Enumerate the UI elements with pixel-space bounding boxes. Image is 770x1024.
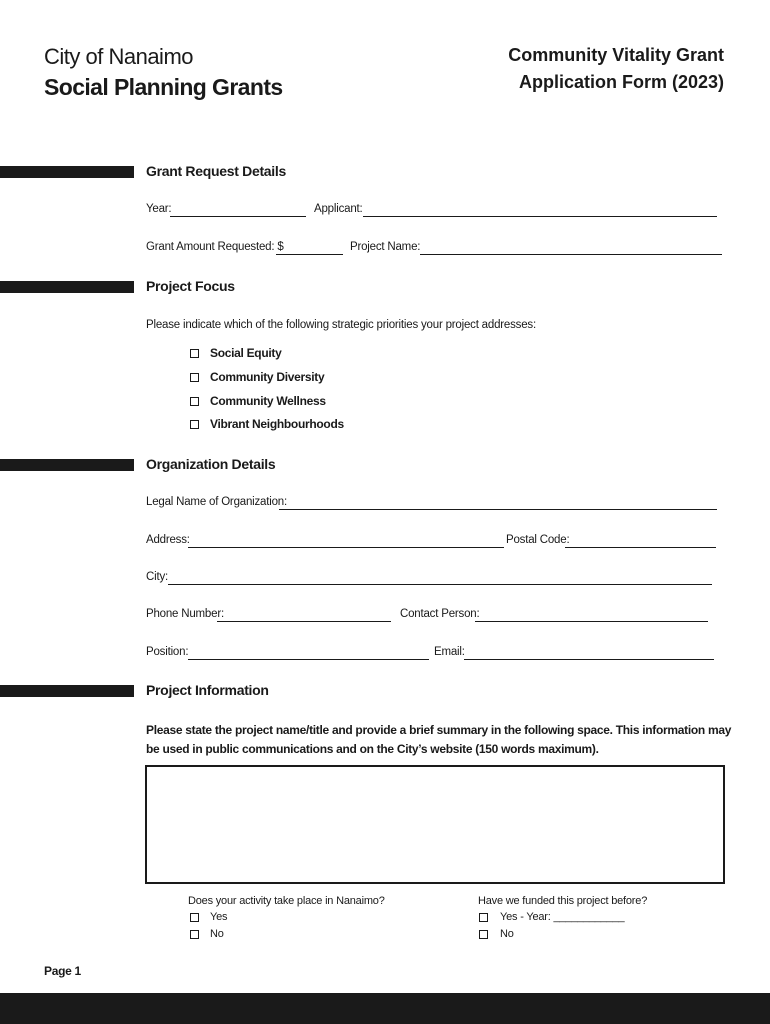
position-label: Position: [146, 646, 189, 658]
section-bar-grant [0, 166, 134, 178]
vibrant-neighbourhoods-checkbox[interactable] [190, 420, 199, 429]
postal-code-field[interactable] [565, 547, 716, 548]
summary-instruction-line1: Please state the project name/title and provide a brief summary in the following space. This information may [146, 723, 732, 737]
amount-label: Grant Amount Requested: $ [146, 241, 284, 253]
city-label: City: [146, 571, 169, 583]
community-wellness-label: Community Wellness [210, 394, 326, 408]
section-bar-project-info [0, 685, 134, 697]
address-label: Address: [146, 534, 190, 546]
social-equity-label: Social Equity [210, 346, 282, 360]
section-heading-grant: Grant Request Details [146, 163, 286, 179]
funded-no-label: No [500, 928, 514, 940]
email-field[interactable] [464, 659, 714, 660]
year-field[interactable] [170, 216, 306, 217]
nanaimo-yes-label: Yes [210, 911, 228, 923]
nanaimo-question: Does your activity take place in Nanaimo? [188, 895, 385, 907]
year-label: Year: [146, 203, 172, 215]
community-diversity-label: Community Diversity [210, 370, 325, 384]
address-field[interactable] [188, 547, 504, 548]
phone-field[interactable] [217, 621, 391, 622]
nanaimo-yes-checkbox[interactable] [190, 913, 199, 922]
section-heading-focus: Project Focus [146, 278, 235, 294]
contact-person-field[interactable] [475, 621, 708, 622]
contact-person-label: Contact Person: [400, 608, 480, 620]
form-title-line1: Community Vitality Grant [508, 45, 724, 65]
postal-code-label: Postal Code: [506, 534, 570, 546]
form-title-line2: Application Form (2023) [518, 72, 724, 92]
applicant-field[interactable] [363, 216, 717, 217]
community-diversity-checkbox[interactable] [190, 373, 199, 382]
email-label: Email: [434, 646, 465, 658]
project-summary-textarea[interactable] [145, 765, 725, 884]
funded-yes-label: Yes - Year: ____________ [500, 911, 625, 923]
legal-name-label: Legal Name of Organization: [146, 496, 287, 508]
page-number: Page 1 [44, 964, 81, 978]
phone-label: Phone Number: [146, 608, 224, 620]
summary-instruction-line2: be used in public communications and on the City’s website (150 words maximum). [146, 742, 599, 756]
footer-bar [0, 993, 770, 1024]
vibrant-neighbourhoods-label: Vibrant Neighbourhoods [210, 417, 344, 431]
section-heading-organization: Organization Details [146, 456, 276, 472]
project-name-field[interactable] [420, 254, 722, 255]
project-name-label: Project Name: [350, 241, 421, 253]
department-title: Social Planning Grants [44, 74, 283, 100]
section-heading-project-info: Project Information [146, 682, 269, 698]
city-name: City of Nanaimo [44, 44, 194, 69]
nanaimo-no-checkbox[interactable] [190, 930, 199, 939]
community-wellness-checkbox[interactable] [190, 397, 199, 406]
funded-yes-checkbox[interactable] [479, 913, 488, 922]
position-field[interactable] [188, 659, 429, 660]
legal-name-field[interactable] [279, 509, 717, 510]
funded-before-question: Have we funded this project before? [478, 895, 648, 907]
funded-no-checkbox[interactable] [479, 930, 488, 939]
amount-field[interactable] [276, 254, 343, 255]
section-bar-focus [0, 281, 134, 293]
nanaimo-no-label: No [210, 928, 224, 940]
focus-instruction: Please indicate which of the following strategic priorities your project addresses: [146, 319, 536, 331]
form-title [394, 42, 724, 96]
social-equity-checkbox[interactable] [190, 349, 199, 358]
summary-instruction [146, 721, 736, 759]
section-bar-organization [0, 459, 134, 471]
applicant-label: Applicant: [314, 203, 363, 215]
city-field[interactable] [168, 584, 712, 585]
